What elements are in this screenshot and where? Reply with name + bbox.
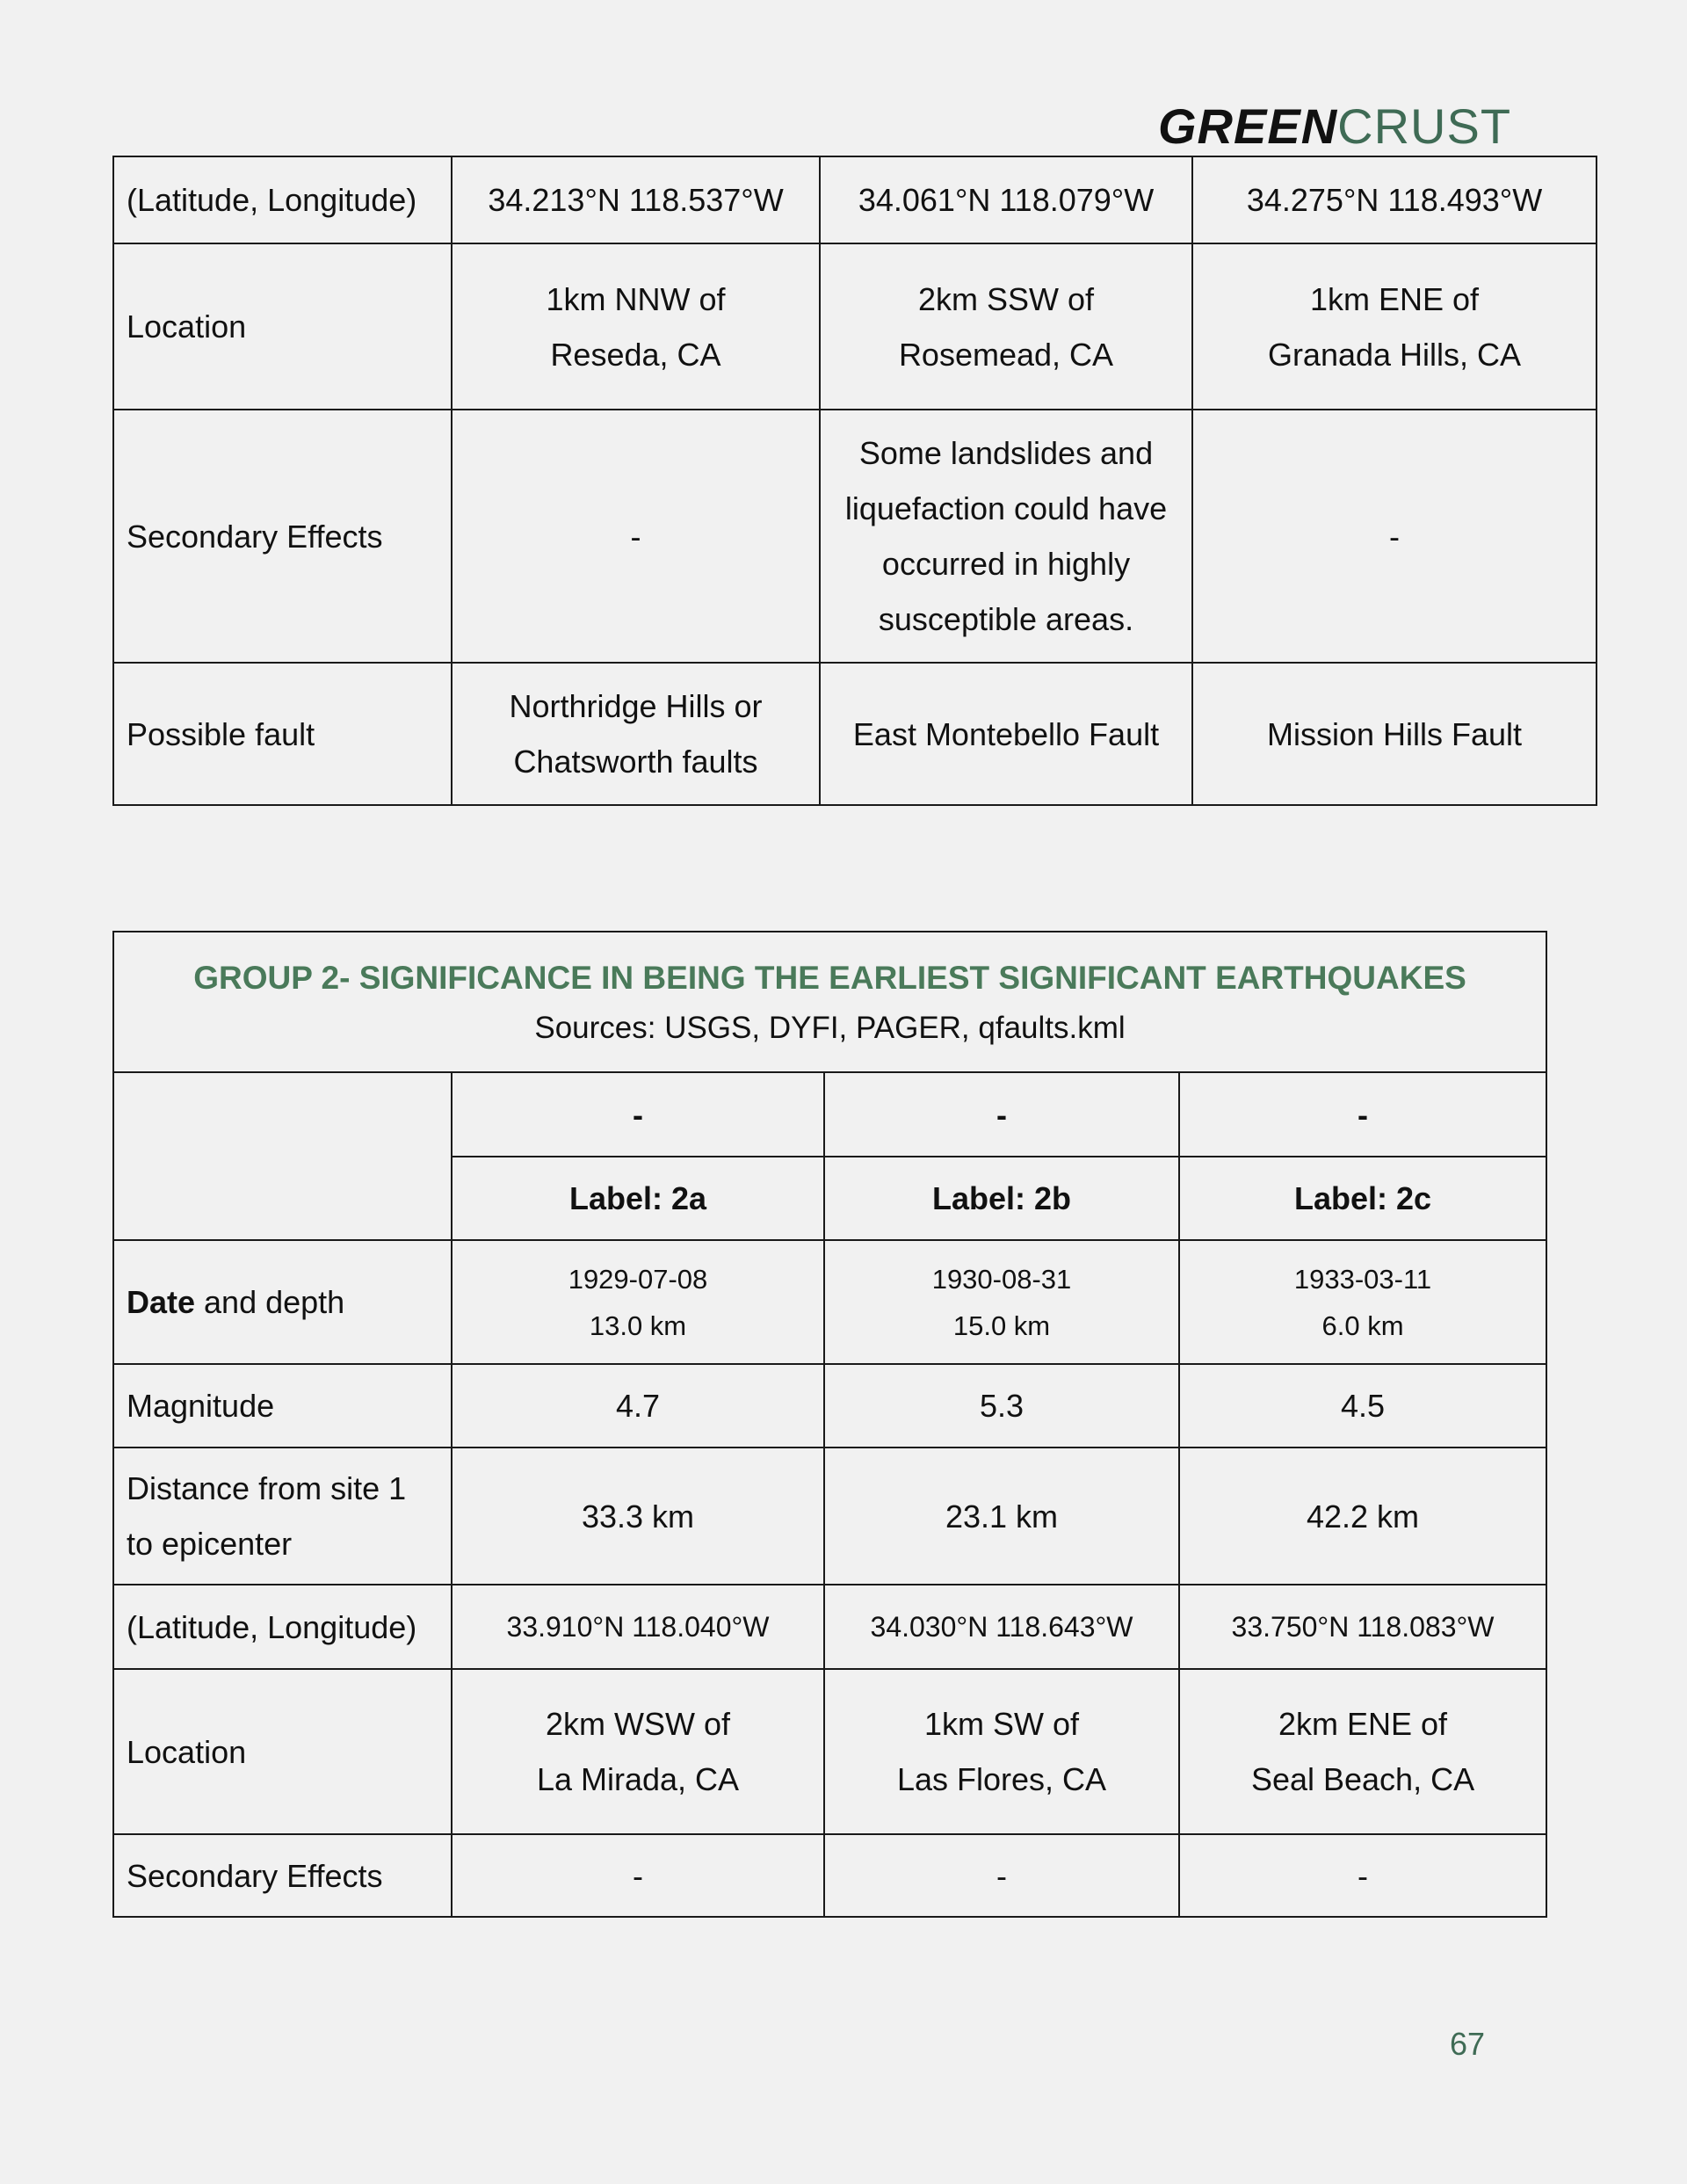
table-cell: 1930-08-31 15.0 km	[824, 1240, 1179, 1364]
table-cell: Mission Hills Fault	[1192, 663, 1596, 805]
brand-part-green: GREEN	[1158, 98, 1338, 154]
table-cell: -	[452, 410, 820, 663]
table-cell: -	[452, 1834, 824, 1917]
table-row	[113, 1240, 1546, 1364]
column-header: -	[824, 1072, 1179, 1157]
table-cell: 1km NNW of Reseda, CA	[452, 243, 820, 410]
table-row	[113, 410, 1596, 663]
column-label: Label: 2c	[1179, 1157, 1546, 1240]
row-label: Secondary Effects	[113, 410, 452, 663]
table-row	[113, 1072, 1546, 1157]
table-cell: 4.7	[452, 1364, 824, 1448]
table-cell: 1km ENE of Granada Hills, CA	[1192, 243, 1596, 410]
table-cell: 2km WSW of La Mirada, CA	[452, 1669, 824, 1834]
table-cell: East Montebello Fault	[820, 663, 1192, 805]
table-cell: 34.061°N 118.079°W	[820, 156, 1192, 243]
table-1	[112, 156, 1597, 806]
row-label: Secondary Effects	[113, 1834, 452, 1917]
table-row	[113, 663, 1596, 805]
brand-logo	[1158, 98, 1512, 154]
row-label: (Latitude, Longitude)	[113, 1585, 452, 1669]
table-cell: 33.910°N 118.040°W	[452, 1585, 824, 1669]
table-cell: 42.2 km	[1179, 1448, 1546, 1585]
row-label: Location	[113, 243, 452, 410]
column-header: -	[1179, 1072, 1546, 1157]
table-row	[113, 1364, 1546, 1448]
column-label: Label: 2a	[452, 1157, 824, 1240]
row-label: Distance from site 1 to epicenter	[113, 1448, 452, 1585]
table-cell: 23.1 km	[824, 1448, 1179, 1585]
table-cell: 2km ENE of Seal Beach, CA	[1179, 1669, 1546, 1834]
table-header-row	[113, 932, 1546, 1072]
table-row	[113, 1834, 1546, 1917]
table-cell: 1933-03-11 6.0 km	[1179, 1240, 1546, 1364]
row-label: (Latitude, Longitude)	[113, 156, 452, 243]
brand-part-crust: CRUST	[1337, 98, 1512, 154]
table-sources: Sources: USGS, DYFI, PAGER, qfaults.kml	[534, 1011, 1126, 1045]
column-label: Label: 2b	[824, 1157, 1179, 1240]
empty-cell	[113, 1072, 452, 1240]
table-cell: -	[824, 1834, 1179, 1917]
table-row	[113, 156, 1596, 243]
table-cell: -	[1179, 1834, 1546, 1917]
table-cell: 33.3 km	[452, 1448, 824, 1585]
table-title-cell	[113, 932, 1546, 1072]
table-cell: 33.750°N 118.083°W	[1179, 1585, 1546, 1669]
table-2	[112, 931, 1547, 1918]
page-number: 67	[1450, 2026, 1486, 2062]
table-cell: 5.3	[824, 1364, 1179, 1448]
table-cell: Northridge Hills or Chatsworth faults	[452, 663, 820, 805]
table-cell: 1929-07-08 13.0 km	[452, 1240, 824, 1364]
table-cell: 34.275°N 118.493°W	[1192, 156, 1596, 243]
table-cell: -	[1192, 410, 1596, 663]
row-label: Date and depth	[113, 1240, 452, 1364]
table-cell: 2km SSW of Rosemead, CA	[820, 243, 1192, 410]
table-cell: Some landslides and liquefaction could have occurred in highly susceptible areas.	[820, 410, 1192, 663]
table-cell: 4.5	[1179, 1364, 1546, 1448]
column-header: -	[452, 1072, 824, 1157]
table-cell: 34.213°N 118.537°W	[452, 156, 820, 243]
table-row	[113, 1585, 1546, 1669]
table-row	[113, 1448, 1546, 1585]
table-row	[113, 1669, 1546, 1834]
row-label: Location	[113, 1669, 452, 1834]
table-cell: 34.030°N 118.643°W	[824, 1585, 1179, 1669]
row-label: Possible fault	[113, 663, 452, 805]
table-title: GROUP 2- SIGNIFICANCE IN BEING THE EARLIEST SIGNIFICANT EARTHQUAKES	[193, 960, 1466, 996]
table-row	[113, 243, 1596, 410]
row-label: Magnitude	[113, 1364, 452, 1448]
table-cell: 1km SW of Las Flores, CA	[824, 1669, 1179, 1834]
